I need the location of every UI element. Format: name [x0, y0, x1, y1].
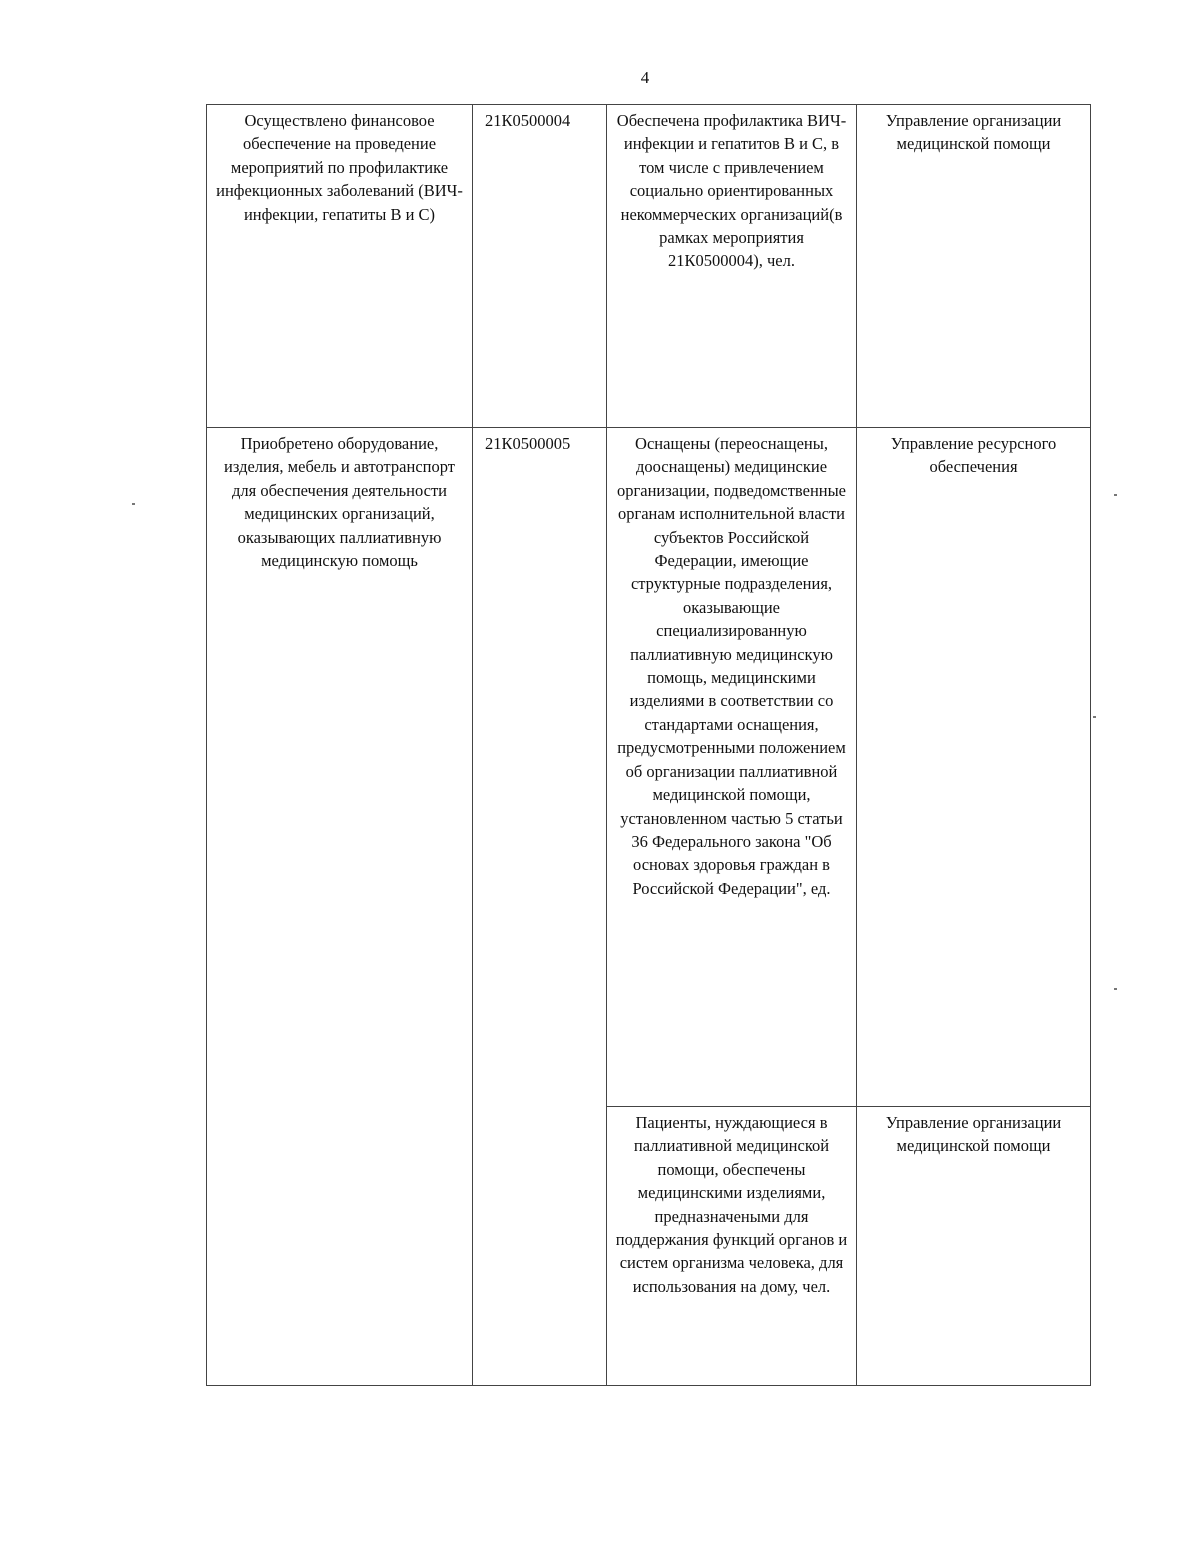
responsible-cell: Управление организации медицинской помощи: [857, 1107, 1091, 1386]
document-table: [206, 104, 1091, 1386]
page-number: 4: [640, 68, 650, 87]
scan-speck: [1093, 716, 1096, 718]
indicator-cell: Пациенты, нуждающиеся в паллиативной медицинской помощи, обеспечены медицинскими изделиями, предназначеными для поддержания функций органов и систем организма человека, для использования на дому, чел.: [607, 1107, 857, 1386]
responsible-cell: Управление ресурсного обеспечения: [857, 428, 1091, 1107]
scan-speck: [132, 503, 135, 505]
scan-speck: [1114, 988, 1117, 990]
code-cell: 21К0500004: [473, 105, 607, 428]
code-cell: 21К0500005: [473, 428, 607, 1386]
table-row: [207, 105, 1091, 428]
indicator-cell: Обеспечена профилактика ВИЧ-инфекции и гепатитов В и С, в том числе с привлечением социально ориентированных некоммерческих организаций(в рамках мероприятия 21К0500004), чел.: [607, 105, 857, 428]
result-cell: Осуществлено финансовое обеспечение на проведение мероприятий по профилактике инфекционных заболеваний (ВИЧ-инфекции, гепатиты В и С): [207, 105, 473, 428]
scan-speck: [1114, 494, 1117, 496]
result-cell: Приобретено оборудование, изделия, мебель и автотранспорт для обеспечения деятельности медицинских организаций, оказывающих паллиативную медицинскую помощь: [207, 428, 473, 1386]
indicator-cell: Оснащены (переоснащены, дооснащены) медицинские организации, подведомственные органам исполнительной власти субъектов Российской Федерации, имеющие структурные подразделения, оказывающие специализированную паллиативную медицинскую помощь, медицинскими изделиями в соответствии со стандартами оснащения, предусмотренными положением об организации паллиативной медицинской помощи, установленном частью 5 статьи 36 Федерального закона "Об основах здоровья граждан в Российской Федерации", ед.: [607, 428, 857, 1107]
table-row: [207, 428, 1091, 1107]
responsible-cell: Управление организации медицинской помощи: [857, 105, 1091, 428]
